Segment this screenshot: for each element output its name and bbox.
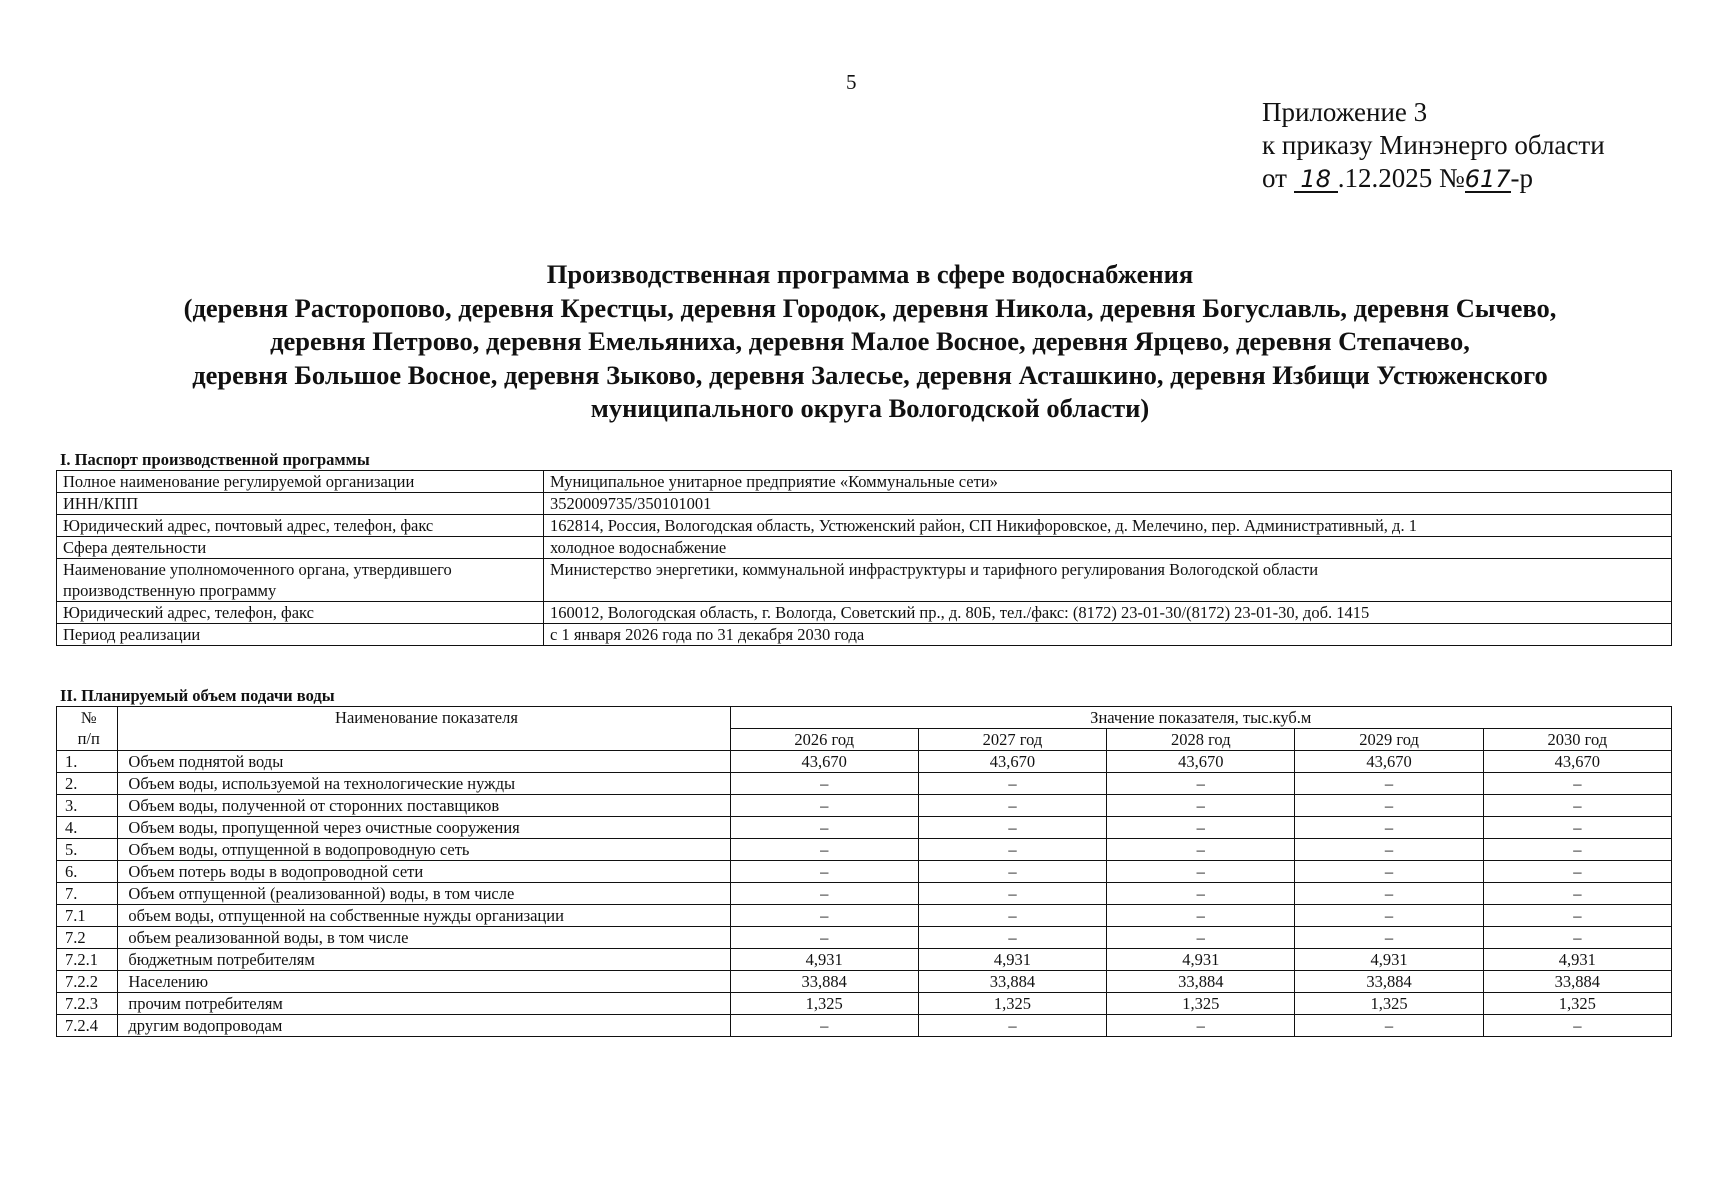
row-value: – <box>1483 1015 1671 1037</box>
table-row <box>57 927 1672 949</box>
row-number: 6. <box>57 861 118 883</box>
passport-row <box>57 559 1672 602</box>
row-value: – <box>730 905 918 927</box>
row-value: – <box>1107 795 1295 817</box>
passport-table <box>56 470 1672 646</box>
row-value: – <box>1295 839 1483 861</box>
appendix-date-rest: .12.2025 № <box>1337 163 1465 193</box>
row-value: 43,670 <box>1295 751 1483 773</box>
table-row <box>57 751 1672 773</box>
column-header-year: 2027 год <box>918 729 1106 751</box>
row-value: 43,670 <box>918 751 1106 773</box>
row-value: 33,884 <box>1295 971 1483 993</box>
passport-key: Полное наименование регулируемой организации <box>57 471 544 493</box>
row-value: – <box>918 883 1106 905</box>
row-value: – <box>1295 927 1483 949</box>
appendix-line-2: к приказу Минэнерго области <box>1262 130 1605 160</box>
column-header-year: 2029 год <box>1295 729 1483 751</box>
row-value: – <box>1107 905 1295 927</box>
row-value: – <box>730 839 918 861</box>
row-value: 1,325 <box>730 993 918 1015</box>
row-indicator-name: Объем потерь воды в водопроводной сети <box>118 861 730 883</box>
column-header-number: № п/п <box>57 707 118 751</box>
appendix-prefix: от <box>1262 163 1287 193</box>
passport-value: с 1 января 2026 года по 31 декабря 2030 года <box>544 624 1672 646</box>
row-value: 4,931 <box>1483 949 1671 971</box>
passport-key: Наименование уполномоченного органа, утвердившего производственную программу <box>57 559 544 602</box>
row-value: 1,325 <box>1107 993 1295 1015</box>
row-value: 4,931 <box>918 949 1106 971</box>
title-line-5: муниципального округа Вологодской области) <box>590 393 1150 423</box>
row-value: – <box>1107 861 1295 883</box>
title-line-2: (деревня Расторопово, деревня Крестцы, деревня Городок, деревня Никола, деревня Богуславль, деревня Сычево, <box>183 292 1557 323</box>
row-value: – <box>730 795 918 817</box>
row-value: – <box>1107 839 1295 861</box>
row-value: – <box>730 927 918 949</box>
row-value: – <box>1295 773 1483 795</box>
title-line-1: Производственная программа в сфере водоснабжения <box>546 259 1194 289</box>
volume-table <box>56 706 1672 1037</box>
row-number: 2. <box>57 773 118 795</box>
appendix-line-1: Приложение 3 <box>1262 97 1428 127</box>
row-number: 7.2.2 <box>57 971 118 993</box>
row-value: – <box>1483 927 1671 949</box>
row-value: – <box>1107 817 1295 839</box>
row-value: – <box>918 927 1106 949</box>
row-value: – <box>730 1015 918 1037</box>
passport-heading: I. Паспорт производственной программы <box>60 450 370 469</box>
row-number: 7.2.3 <box>57 993 118 1015</box>
row-value: – <box>918 1015 1106 1037</box>
row-indicator-name: Объем воды, пропущенной через очистные сооружения <box>118 817 730 839</box>
column-header-name: Наименование показателя <box>118 707 730 751</box>
page-number: 5 <box>846 70 857 94</box>
row-value: 1,325 <box>1483 993 1671 1015</box>
passport-row <box>57 515 1672 537</box>
row-value: – <box>1295 1015 1483 1037</box>
row-value: 43,670 <box>1107 751 1295 773</box>
row-value: – <box>918 773 1106 795</box>
row-value: – <box>918 817 1106 839</box>
row-value: 1,325 <box>918 993 1106 1015</box>
row-value: – <box>1107 773 1295 795</box>
row-value: – <box>730 861 918 883</box>
passport-key: Период реализации <box>57 624 544 646</box>
row-value: – <box>1483 839 1671 861</box>
row-value: – <box>730 817 918 839</box>
passport-value: 160012, Вологодская область, г. Вологда, Советский пр., д. 80Б, тел./факс: (8172) 23-01-30/(8172) 23-01-30, доб. 1415 <box>544 602 1672 624</box>
column-header-value: Значение показателя, тыс.куб.м <box>730 707 1671 729</box>
row-value: – <box>1483 817 1671 839</box>
row-value: 33,884 <box>918 971 1106 993</box>
passport-row <box>57 537 1672 559</box>
row-value: – <box>1483 861 1671 883</box>
passport-row <box>57 493 1672 515</box>
table-row <box>57 993 1672 1015</box>
passport-value: холодное водоснабжение <box>544 537 1672 559</box>
passport-value: Муниципальное унитарное предприятие «Коммунальные сети» <box>544 471 1672 493</box>
row-value: 33,884 <box>1107 971 1295 993</box>
row-indicator-name: Объем воды, полученной от сторонних поставщиков <box>118 795 730 817</box>
row-value: – <box>1483 795 1671 817</box>
row-indicator-name: Объем воды, используемой на технологические нужды <box>118 773 730 795</box>
row-value: 43,670 <box>1483 751 1671 773</box>
row-value: – <box>918 795 1106 817</box>
passport-key: ИНН/КПП <box>57 493 544 515</box>
table-row <box>57 795 1672 817</box>
row-number: 7.2.4 <box>57 1015 118 1037</box>
row-value: – <box>1107 927 1295 949</box>
table-row <box>57 1015 1672 1037</box>
row-number: 4. <box>57 817 118 839</box>
row-indicator-name: Объем отпущенной (реализованной) воды, в том числе <box>118 883 730 905</box>
row-number: 5. <box>57 839 118 861</box>
table-row <box>57 861 1672 883</box>
row-indicator-name: Населению <box>118 971 730 993</box>
passport-value: 3520009735/350101001 <box>544 493 1672 515</box>
row-value: – <box>1107 1015 1295 1037</box>
row-value: – <box>1295 795 1483 817</box>
row-value: 4,931 <box>1295 949 1483 971</box>
table-row <box>57 949 1672 971</box>
appendix-date-line <box>1262 162 1605 195</box>
row-value: – <box>730 773 918 795</box>
row-indicator-name: Объем воды, отпущенной в водопроводную сеть <box>118 839 730 861</box>
row-number: 7. <box>57 883 118 905</box>
document-title <box>60 258 1680 426</box>
column-header-year: 2026 год <box>730 729 918 751</box>
passport-row <box>57 624 1672 646</box>
column-header-year: 2028 год <box>1107 729 1295 751</box>
row-value: – <box>1295 861 1483 883</box>
volume-heading: II. Планируемый объем подачи воды <box>60 686 335 705</box>
row-indicator-name: объем реализованной воды, в том числе <box>118 927 730 949</box>
table-row <box>57 883 1672 905</box>
row-indicator-name: бюджетным потребителям <box>118 949 730 971</box>
row-value: – <box>1295 883 1483 905</box>
row-value: – <box>1483 773 1671 795</box>
row-value: – <box>918 861 1106 883</box>
row-value: 4,931 <box>730 949 918 971</box>
title-line-3: деревня Петрово, деревня Емельяниха, деревня Малое Восное, деревня Ярцево, деревня Степачево, <box>270 326 1470 356</box>
row-indicator-name: прочим потребителям <box>118 993 730 1015</box>
row-number: 7.2.1 <box>57 949 118 971</box>
passport-key: Юридический адрес, почтовый адрес, телефон, факс <box>57 515 544 537</box>
title-line-4: деревня Большое Восное, деревня Зыково, деревня Залесье, деревня Асташкино, деревня Избищи Устюженского <box>192 359 1548 390</box>
table-row <box>57 905 1672 927</box>
handwritten-order-number: 617 <box>1464 165 1511 193</box>
table-row <box>57 971 1672 993</box>
row-number: 7.1 <box>57 905 118 927</box>
row-indicator-name: объем воды, отпущенной на собственные нужды организации <box>118 905 730 927</box>
column-header-year: 2030 год <box>1483 729 1671 751</box>
row-value: – <box>1295 905 1483 927</box>
row-value: – <box>730 883 918 905</box>
row-number: 1. <box>57 751 118 773</box>
row-value: 33,884 <box>730 971 918 993</box>
row-value: – <box>918 905 1106 927</box>
appendix-suffix: -р <box>1510 163 1534 193</box>
passport-value: 162814, Россия, Вологодская область, Устюженский район, СП Никифоровское, д. Мелечино, пер. Административный, д. 1 <box>544 515 1672 537</box>
row-value: – <box>1483 905 1671 927</box>
appendix-block <box>1262 96 1605 195</box>
row-value: – <box>918 839 1106 861</box>
table-row <box>57 773 1672 795</box>
row-indicator-name: Объем поднятой воды <box>118 751 730 773</box>
row-number: 7.2 <box>57 927 118 949</box>
row-value: – <box>1107 883 1295 905</box>
passport-row <box>57 602 1672 624</box>
row-indicator-name: другим водопроводам <box>118 1015 730 1037</box>
row-value: 1,325 <box>1295 993 1483 1015</box>
table-row <box>57 817 1672 839</box>
handwritten-day: 18 <box>1294 167 1338 193</box>
row-value: – <box>1295 817 1483 839</box>
row-value: 4,931 <box>1107 949 1295 971</box>
table-row <box>57 839 1672 861</box>
row-number: 3. <box>57 795 118 817</box>
passport-value: Министерство энергетики, коммунальной инфраструктуры и тарифного регулирования Вологодской области <box>544 559 1672 602</box>
row-value: 43,670 <box>730 751 918 773</box>
passport-row <box>57 471 1672 493</box>
row-value: – <box>1483 883 1671 905</box>
passport-key: Юридический адрес, телефон, факс <box>57 602 544 624</box>
row-value: 33,884 <box>1483 971 1671 993</box>
passport-key: Сфера деятельности <box>57 537 544 559</box>
